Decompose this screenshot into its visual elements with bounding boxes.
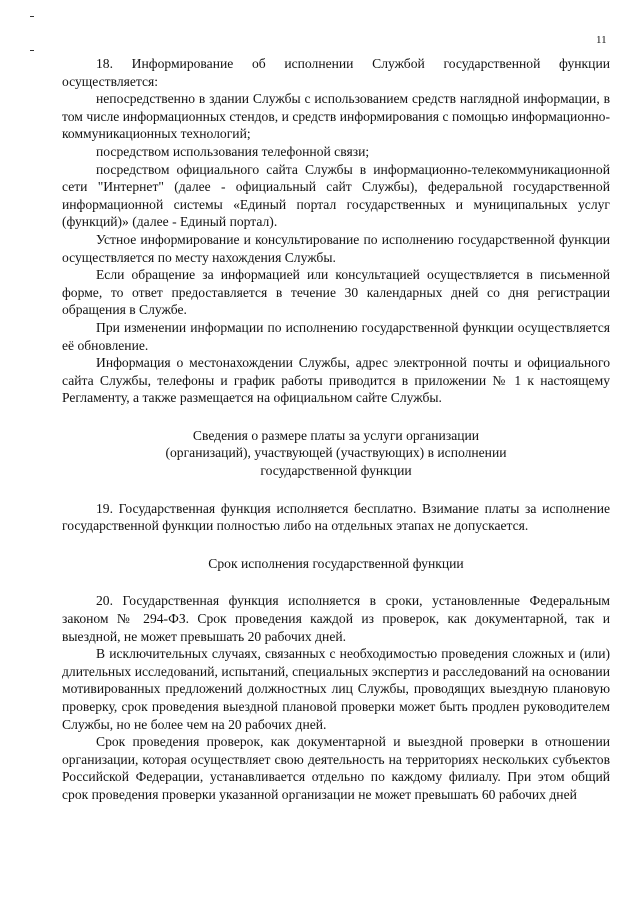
paragraph: 18. Информирование об исполнении Службой государственной функции осуществляется: [62,56,610,89]
section-heading-fees [62,427,610,480]
paragraph: посредством использования телефонной связи; [96,143,370,159]
heading-line: государственной функции [260,463,412,479]
heading-line: Срок исполнения государственной функции [208,555,464,571]
document-body [62,55,610,804]
section-heading-term [62,555,610,573]
paragraph: При изменении информации по исполнению государственной функции осуществляется её обновление. [62,319,610,353]
paragraph: 20. Государственная функция исполняется в сроки, установленные Федеральным законом № 294-ФЗ. Срок проведения каждой из проверок, как документарной, так и выездной, не может превышать 20 рабочих дней. [62,593,610,644]
page-number: 11 [596,34,607,46]
paragraph: В исключительных случаях, связанных с необходимостью проведения сложных и (или) длительных исследований, испытаний, специальных экспертиз и расследований на основании мотивированных предложений должностных лиц Службы, проводящих выездную плановую проверку, срок проведения выездной плановой проверки может быть продлен руководителем Службы, но не более чем на 20 рабочих дней. [62,646,610,732]
paragraph: Информация о местонахождении Службы, адрес электронной почты и официального сайта Службы, телефоны и график работы приводится в приложении № 1 к настоящему Регламенту, а также размещается на официальном сайте Службы. [62,355,610,406]
heading-line: (организаций), участвующей (участвующих) в исполнении [165,445,507,461]
paragraph: Срок проведения проверок, как документарной и выездной проверки в отношении организации, которая осуществляет свою деятельность на территориях нескольких субъектов Российской Федерации, устанавливается отдельно по каждому филиалу. При этом общий срок проведения проверки указанной организации не может превышать 60 рабочих дней [62,734,610,802]
heading-line: Сведения о размере платы за услуги организации [192,427,480,443]
paragraph: Если обращение за информацией или консультацией осуществляется в письменной форме, то ответ предоставляется в течение 30 календарных дней со дня регистрации обращения в Службе. [62,267,610,318]
paragraph: Устное информирование и консультирование по исполнению государственной функции осуществляется по месту нахождения Службы. [62,231,610,265]
paragraph: 19. Государственная функция исполняется бесплатно. Взимание платы за исполнение государственной функции полностью либо на отдельных этапах не допускается. [62,500,610,534]
paragraph: посредством официального сайта Службы в информационно-телекоммуникационной сети "Интернет" (далее - официальный сайт Службы), федеральной государственной информационной системы «Единый портал государственных и муниципальных услуг (функций)» (далее - Единый портал). [62,161,610,230]
scan-mark [30,50,34,51]
scan-mark [30,16,34,17]
paragraph: непосредственно в здании Службы с использованием средств наглядной информации, в том числе информационных стендов, и средств информирования с помощью информационно-коммуникационных технологий; [62,91,610,142]
